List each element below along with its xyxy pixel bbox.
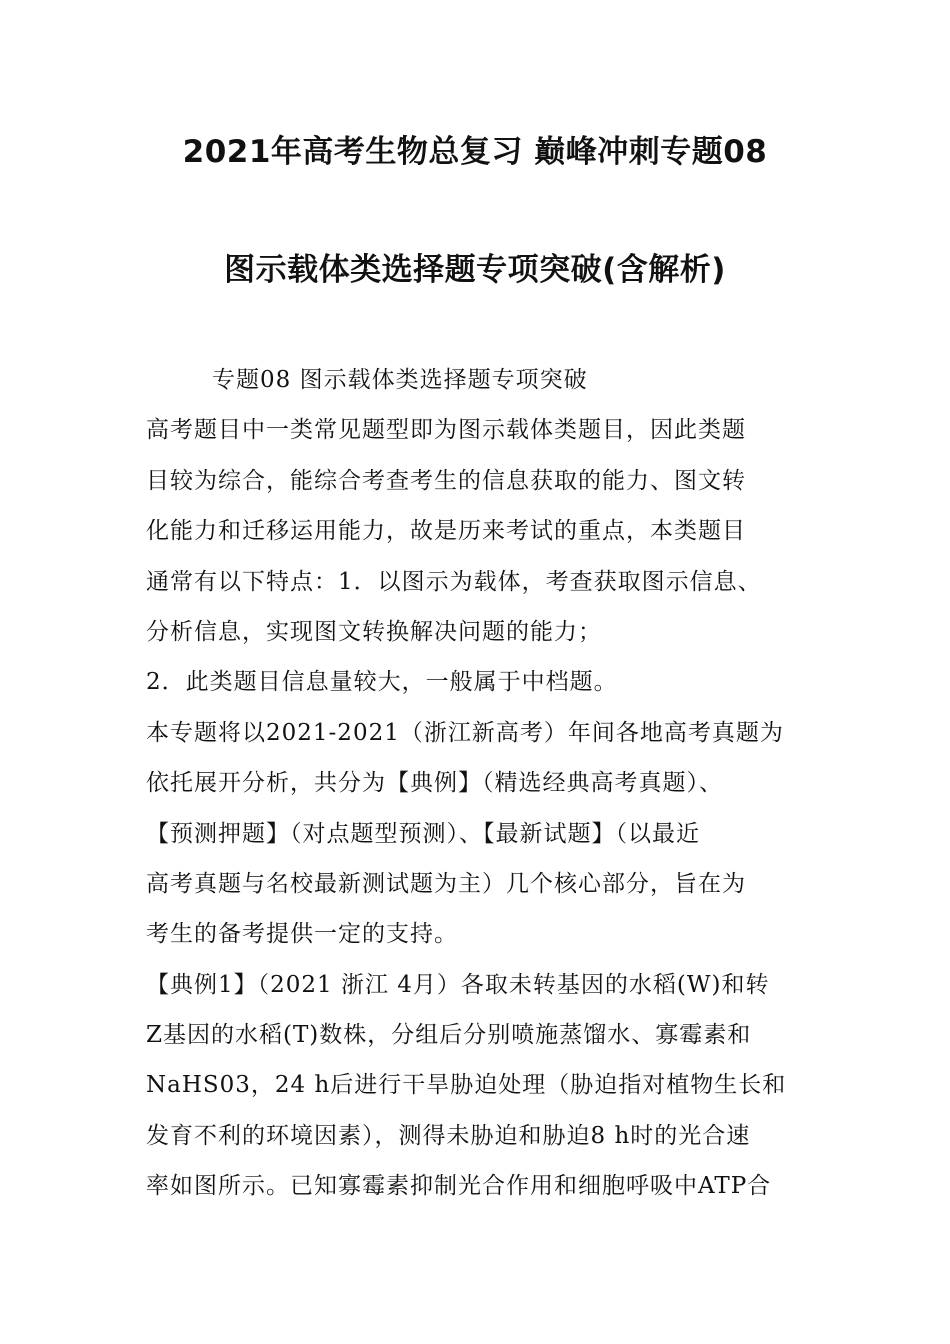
document-body: [146, 355, 810, 1212]
body-line: 目较为综合，能综合考查考生的信息获取的能力、图文转: [146, 467, 746, 494]
body-line: 2．此类题目信息量较大，一般属于中档题。: [146, 669, 618, 696]
body-line: 通常有以下特点：1．以图示为载体，考查获取图示信息、: [146, 568, 762, 595]
body-line: 考生的备考提供一定的支持。: [146, 921, 458, 948]
example-line: 发育不利的环境因素），测得未胁迫和胁迫8 h时的光合速: [146, 1122, 751, 1149]
body-line: 【预测押题】（对点题型预测）、【最新试题】（以最近: [146, 820, 700, 847]
document-title-line-1: 2021年高考生物总复习 巅峰冲刺专题08: [182, 134, 768, 170]
example-line: Z基因的水稻(T)数株，分组后分别喷施蒸馏水、寡霉素和: [146, 1022, 752, 1049]
body-line: 高考真题与名校最新测试题为主）几个核心部分，旨在为: [146, 870, 746, 897]
body-line: 本专题将以2021-2021（浙江新高考）年间各地高考真题为: [146, 719, 784, 746]
example-line: 【典例1】（2021 浙江 4月）各取未转基因的水稻(W)和转: [146, 971, 770, 998]
body-line: 高考题目中一类常见题型即为图示载体类题目，因此类题: [146, 417, 746, 444]
document-title-line-2: 图示载体类选择题专项突破(含解析): [224, 252, 726, 288]
example-line: 率如图所示。已知寡霉素抑制光合作用和细胞呼吸中ATP合: [146, 1173, 772, 1200]
section-heading: 专题08 图示载体类选择题专项突破: [212, 367, 588, 393]
example-line: NaHS03，24 h后进行干旱胁迫处理（胁迫指对植物生长和: [146, 1072, 787, 1099]
body-line: 化能力和迁移运用能力，故是历来考试的重点，本类题目: [146, 518, 746, 545]
body-line: 分析信息，实现图文转换解决问题的能力；: [146, 618, 602, 645]
body-line: 依托展开分析，共分为【典例】（精选经典高考真题）、: [146, 770, 723, 797]
